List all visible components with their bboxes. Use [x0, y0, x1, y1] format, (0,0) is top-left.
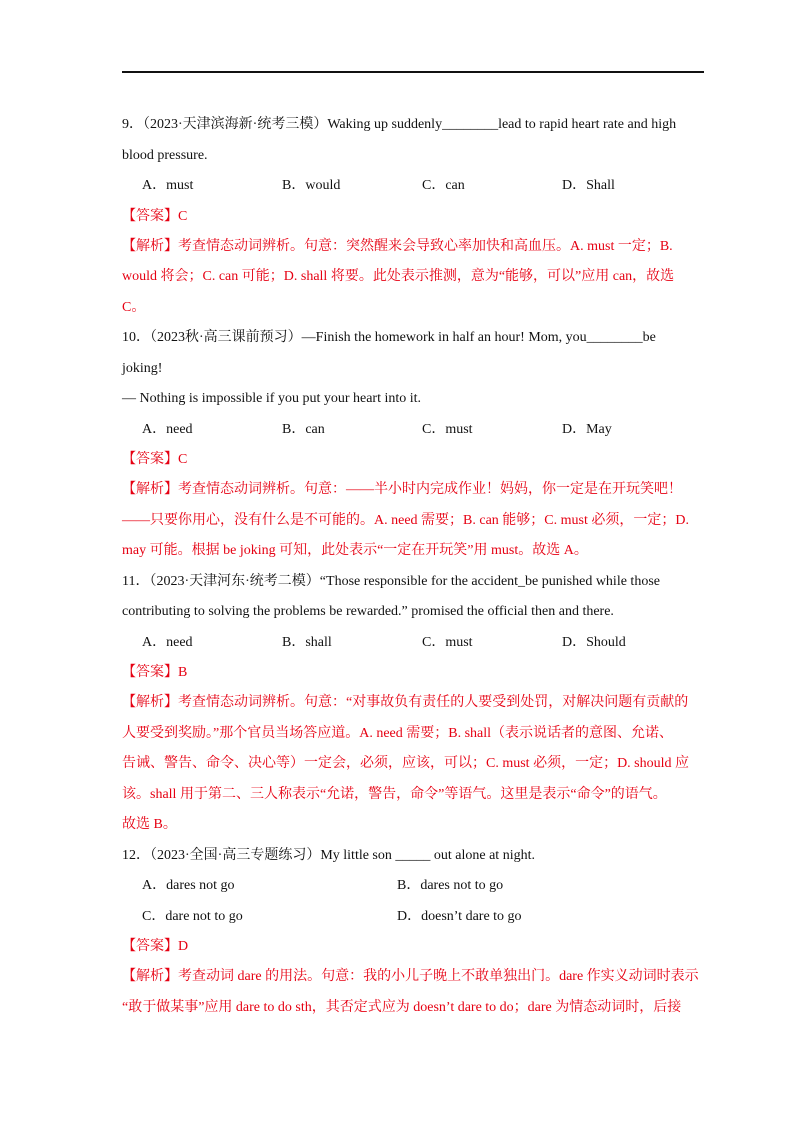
option-a: A．must [142, 178, 194, 193]
question-stem-line: 9．（2023·天津滨海新·统考三模）Waking up suddenly________lead to rapid heart rate and high [122, 117, 677, 132]
answer-label: 【答案】C [122, 452, 188, 467]
options-row [122, 171, 704, 202]
option-b: B．can [282, 421, 325, 437]
question-stem-line: blood pressure. [122, 147, 208, 163]
explanation-line: 【解析】考查情态动词辨析。句意：——半小时内完成作业！妈妈，你一定是在开玩笑吧！ [122, 482, 682, 497]
option-a: A．need [142, 634, 193, 650]
options-row [122, 902, 704, 933]
explanation-line: 故选 B。 [122, 817, 177, 832]
explanation-line: 该。shall 用于第二、三人称表示“允诺，警告，命令”等语气。这里是表示“命令”的语气。 [122, 786, 667, 802]
option-b: B．dares not to go [397, 878, 504, 893]
explanation-line: C。 [122, 299, 146, 315]
explanation-line: 人要受到奖励。”那个官员当场答应道。A. need 需要；B. shall（表示说话者的意图、允诺、 [122, 725, 674, 741]
explanation-line: 【解析】考查动词 dare 的用法。句意：我的小儿子晚上不敢单独出门。dare 作实义动词时表示 [122, 969, 699, 984]
question-stem-line: joking! [122, 360, 163, 376]
explanation-line: 【解析】考查情态动词辨析。句意：“对事故负有责任的人要受到处罚，对解决问题有贡献的 [122, 695, 689, 710]
option-c: C．must [422, 634, 473, 650]
options-row [122, 415, 704, 446]
option-c: C．can [422, 178, 465, 193]
question-stem-line: — Nothing is impossible if you put your heart into it. [122, 391, 422, 406]
answer-label: 【答案】D [122, 939, 189, 954]
question-stem-line: 10．（2023秋·高三课前预习）—Finish the homework in half an hour! Mom, you________be [122, 330, 656, 345]
question-11 [122, 567, 704, 841]
option-d: D．Shall [562, 178, 615, 193]
option-c: C．dare not to go [142, 908, 243, 924]
question-9 [122, 110, 704, 323]
options-row [122, 871, 704, 902]
option-d: D．May [562, 421, 612, 437]
option-b: B．would [282, 178, 341, 193]
question-12 [122, 841, 704, 1024]
question-stem-line: contributing to solving the problems be rewarded.” promised the official then and there. [122, 604, 614, 619]
answer-label: 【答案】C [122, 208, 188, 224]
explanation-line: ——只要你用心，没有什么是不可能的。A. need 需要；B. can 能够；C. must 必须，一定；D. [122, 512, 689, 528]
option-a: A．dares not go [142, 878, 235, 893]
explanation-line: would 将会；C. can 可能；D. shall 将要。此处表示推测，意为“能够，可以”应用 can，故选 [122, 269, 675, 284]
option-c: C．must [422, 421, 473, 437]
question-stem-line: 12．（2023·全国·高三专题练习）My little son _____ out alone at night. [122, 847, 535, 863]
explanation-line: “敢于做某事”应用 dare to do sth，其否定式应为 doesn’t dare to do；dare 为情态动词时，后接 [122, 999, 682, 1015]
options-row [122, 628, 704, 659]
explanation-line: may 可能。根据 be joking 可知，此处表示“一定在开玩笑”用 must。故选 A。 [122, 543, 588, 558]
answer-label: 【答案】B [122, 665, 188, 680]
option-d: D．doesn’t dare to go [397, 908, 522, 924]
explanation-line: 告诫、警告、命令、决心等）一定会，必须，应该，可以；C. must 必须，一定；D. should 应 [122, 756, 690, 771]
header-rule [122, 71, 704, 73]
option-b: B．shall [282, 634, 332, 650]
question-10 [122, 323, 704, 567]
question-stem-line: 11．（2023·天津河东·统考二模）“Those responsible for the accident_be punished while those [122, 573, 660, 589]
option-a: A．need [142, 421, 193, 437]
page-content [122, 110, 704, 1023]
explanation-line: 【解析】考查情态动词辨析。句意：突然醒来会导致心率加快和高血压。A. must 一定；B. [122, 238, 673, 254]
option-d: D．Should [562, 634, 626, 650]
